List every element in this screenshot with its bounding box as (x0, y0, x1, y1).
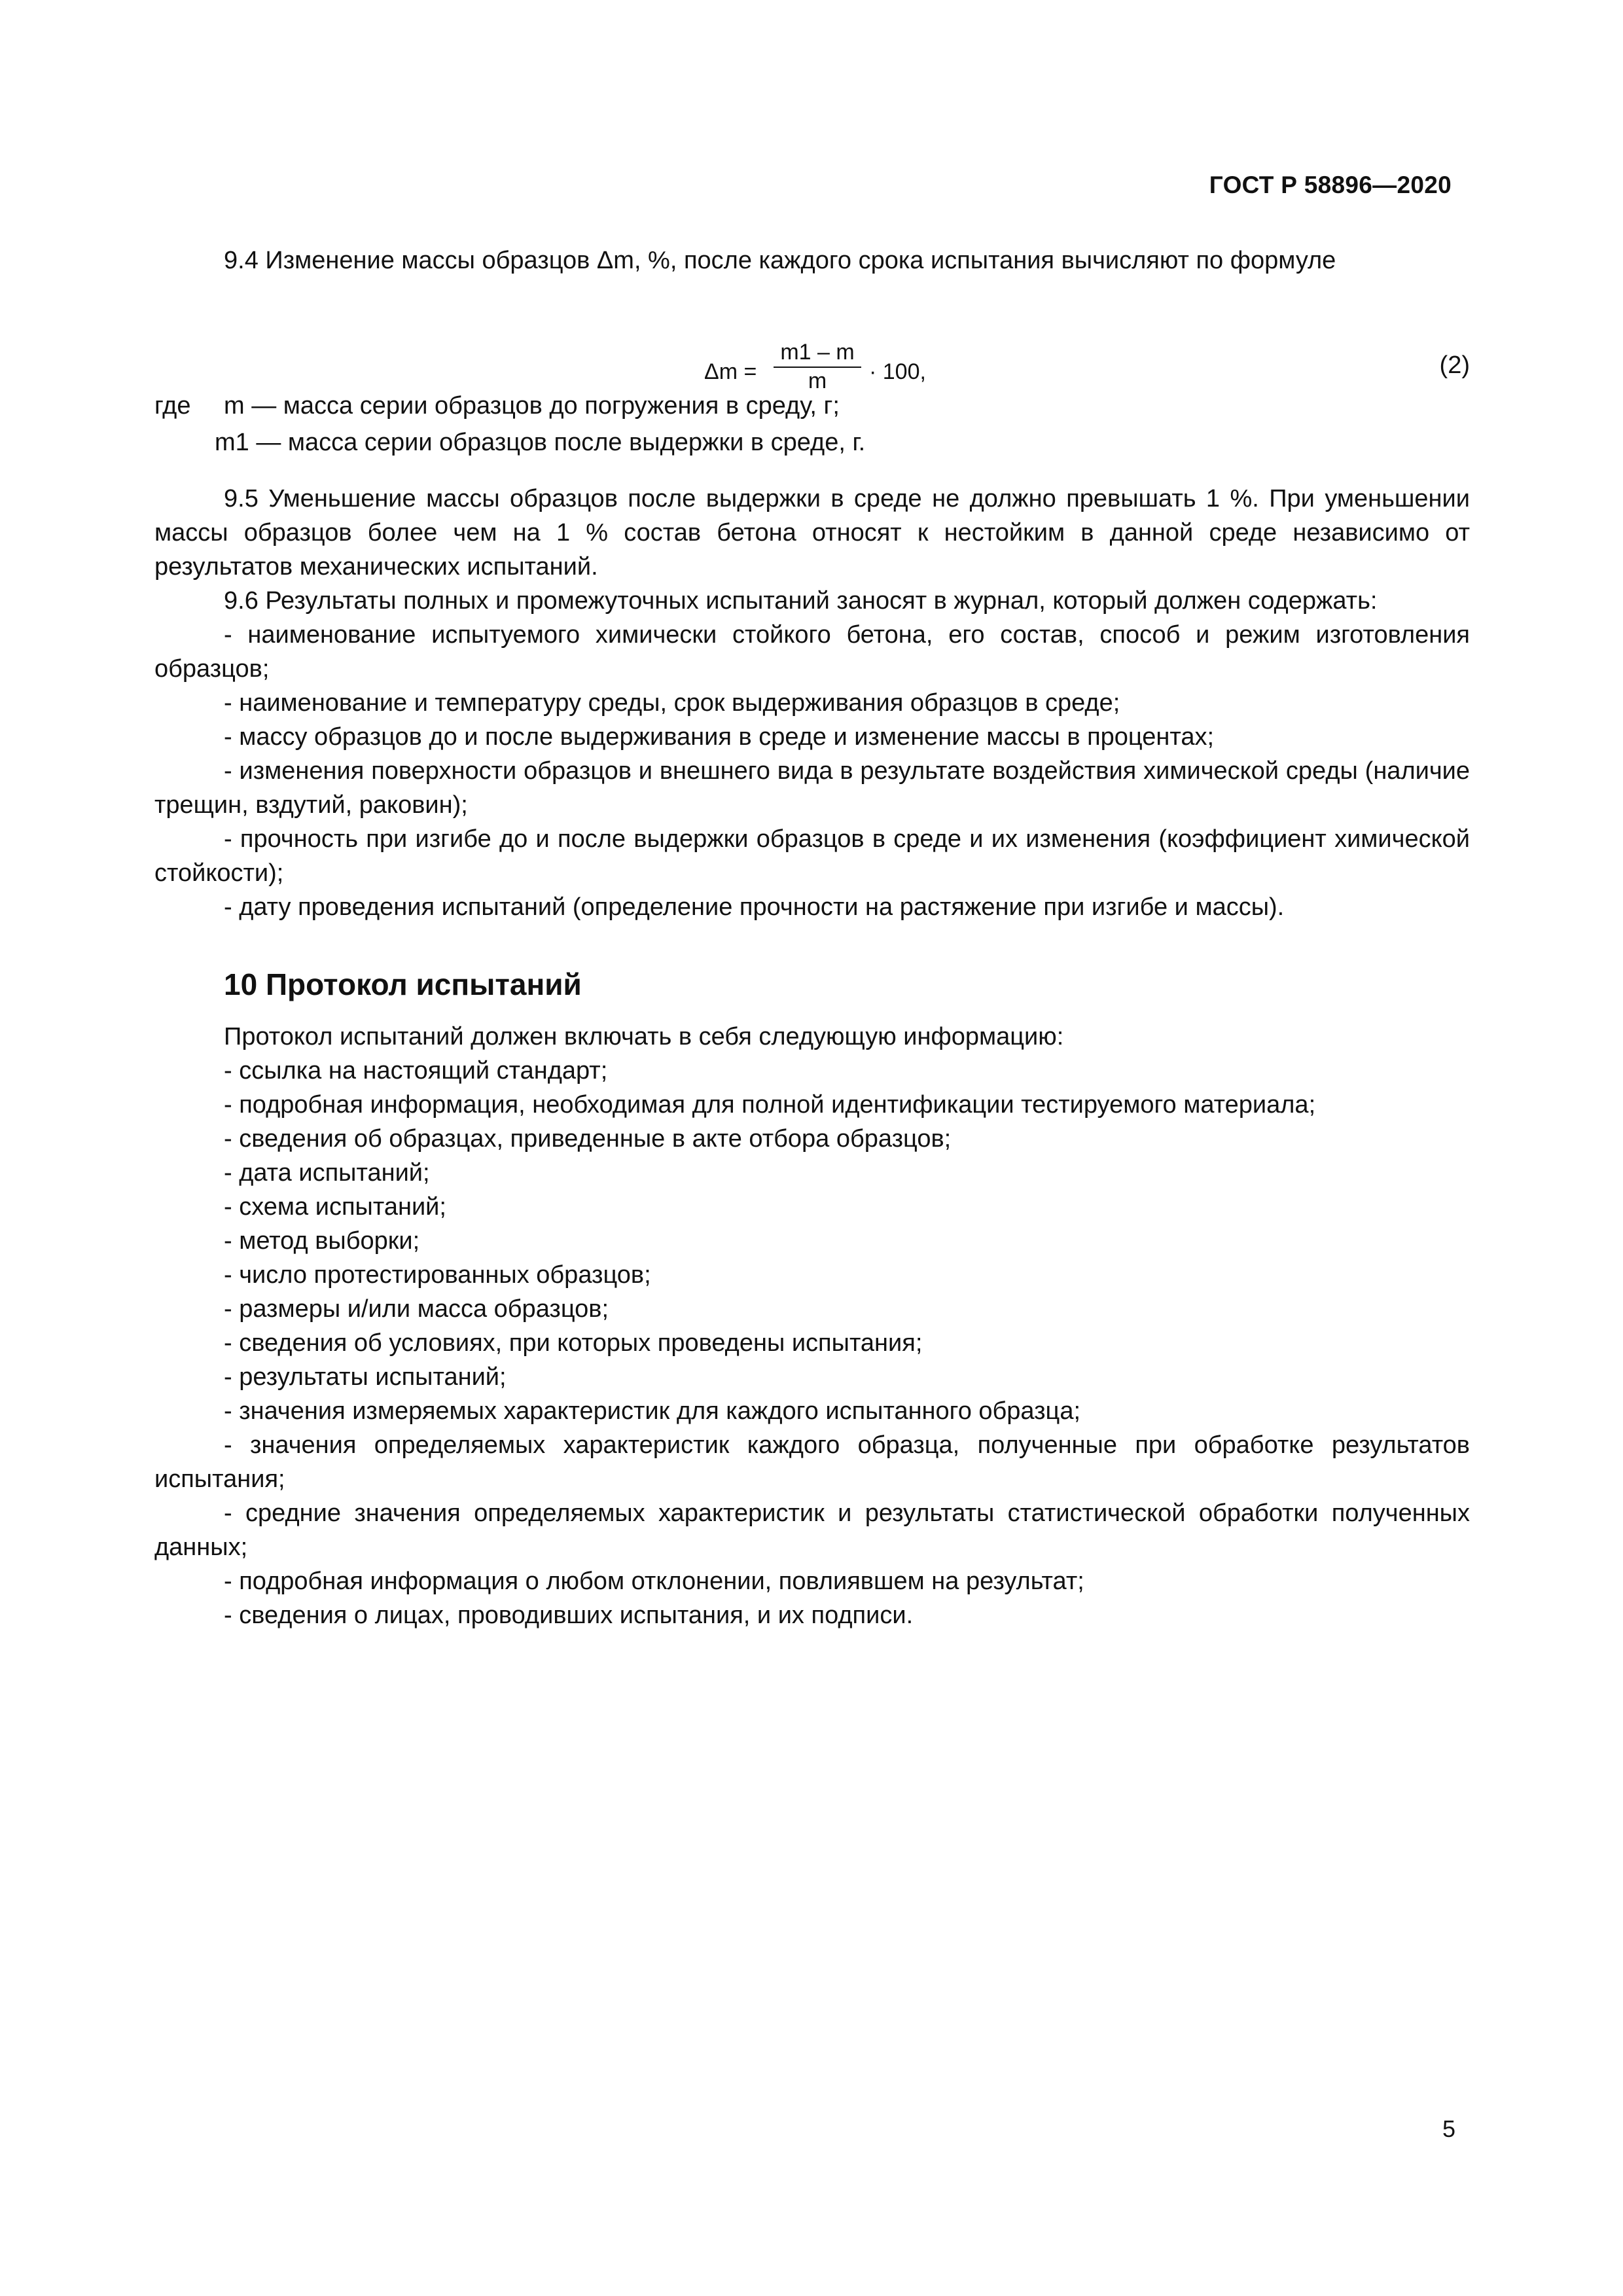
list-item: - дату проведения испытаний (определение прочности на растяжение при изгибе и массы). (224, 893, 1285, 921)
list-item: - сведения об условиях, при которых проведены испытания; (224, 1329, 923, 1357)
list-item: - сведения об образцах, приведенные в акте отбора образцов; (224, 1125, 952, 1153)
list-item: - метод выборки; (224, 1227, 420, 1255)
paragraph-9-6: 9.6 Результаты полных и промежуточных испытаний заносят в журнал, который должен содержать: (224, 587, 1378, 615)
formula-lhs: Δm = (704, 359, 757, 384)
list-item: - дата испытаний; (224, 1159, 430, 1187)
document-code: ГОСТ Р 58896—2020 (1209, 171, 1452, 198)
list-item: - результаты испытаний; (224, 1363, 507, 1391)
page-content (154, 243, 1470, 1632)
list-item: - наименование испытуемого химически стойкого бетона, его состав, способ и режим изготовления образцов; (154, 621, 1470, 683)
list-item: - массу образцов до и после выдерживания в среде и изменение массы в процентах; (224, 723, 1215, 751)
formula-number: (2) (1439, 351, 1470, 379)
list-item: - подробная информация, необходимая для полной идентификации тестируемого материала; (224, 1091, 1316, 1119)
section-heading-10: 10 Протокол испытаний (224, 967, 582, 1001)
list-item: - значения измеряемых характеристик для каждого испытанного образца; (224, 1397, 1081, 1425)
list-item: - схема испытаний; (224, 1193, 446, 1221)
list-item: - изменения поверхности образцов и внешнего вида в результате воздействия химической среды (наличие трещин, вздутий, раковин); (154, 757, 1470, 819)
formula-denominator: m (808, 368, 827, 393)
section-10-intro: Протокол испытаний должен включать в себя следующую информацию: (224, 1023, 1064, 1050)
list-item: - число протестированных образцов; (224, 1261, 651, 1289)
definition-m: m — масса серии образцов до погружения в среду, г; (224, 392, 840, 420)
list-item: - размеры и/или масса образцов; (224, 1295, 609, 1323)
where-label: где (154, 392, 191, 420)
list-item: - значения определяемых характеристик каждого образца, полученные при обработке результатов испытания; (154, 1431, 1470, 1493)
definition-m1: m1 — масса серии образцов после выдержки в среде, г. (215, 429, 866, 456)
list-item: - подробная информация о любом отклонении, повлиявшем на результат; (224, 1568, 1084, 1595)
list-item: - наименование и температуру среды, срок выдерживания образцов в среде; (224, 689, 1120, 717)
paragraph-9-4: 9.4 Изменение массы образцов Δm, %, после каждого срока испытания вычисляют по формуле (224, 247, 1336, 274)
formula-2 (154, 278, 1470, 393)
list-item: - сведения о лицах, проводивших испытания, и их подписи. (224, 1602, 914, 1629)
formula-fraction (774, 339, 861, 394)
formula-rhs: · 100, (869, 359, 926, 384)
list-item: - прочность при изгибе до и после выдержки образцов в среде и их изменения (коэффициент химической стойкости); (154, 825, 1470, 887)
paragraph-9-5: 9.5 Уменьшение массы образцов после выдержки в среде не должно превышать 1 %. При уменьшении массы образцов более чем на 1 % состав бетона относят к нестойким в данной среде независимо от результатов механических испытаний. (154, 485, 1470, 581)
list-item: - средние значения определяемых характеристик и результаты статистической обработки полученных данных; (154, 1499, 1470, 1561)
formula-numerator: m1 – m (780, 340, 855, 365)
formula-definitions (154, 389, 1470, 462)
page-number: 5 (1442, 2115, 1455, 2142)
list-item: - ссылка на настоящий стандарт; (224, 1057, 608, 1085)
